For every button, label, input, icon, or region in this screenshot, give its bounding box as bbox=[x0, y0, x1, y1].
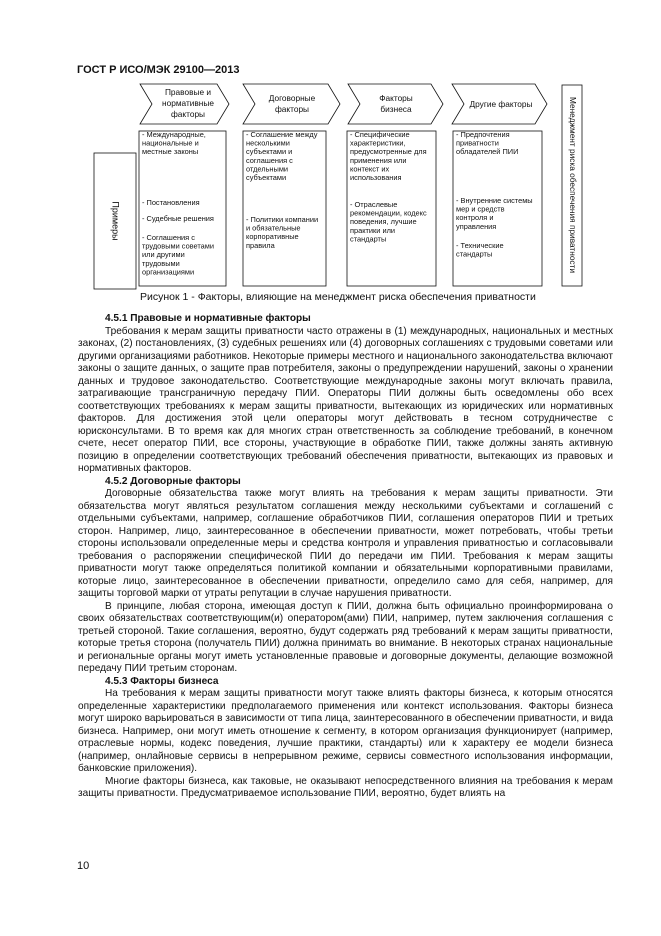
document-header: ГОСТ Р ИСО/МЭК 29100—2013 bbox=[77, 64, 240, 76]
example-line: - Судебные решения bbox=[142, 214, 214, 223]
factor-label-other-line-1: Другие факторы bbox=[469, 99, 533, 109]
privacy-risk-management-label: Менеджмент риска обеспечения приватности bbox=[567, 96, 578, 274]
example-line: - Специфические bbox=[350, 130, 410, 139]
factor-label-legal-line-3: факторы bbox=[170, 109, 206, 119]
example-line: контроля и bbox=[456, 213, 494, 223]
example-line: - Международные, bbox=[142, 130, 206, 139]
example-line: - Предпочтения bbox=[456, 130, 510, 139]
example-line: организациями bbox=[142, 267, 195, 277]
privacy-factors-figure bbox=[0, 0, 661, 300]
factor-arrow-business bbox=[348, 84, 443, 124]
factor-label-contract-line-2: факторы bbox=[274, 104, 310, 114]
example-line: характеристики, bbox=[350, 138, 406, 148]
example-line: - Соглашения с bbox=[142, 233, 195, 242]
section-4-5-3-paragraph-1: На требования к мерам защиты приватности могут также влиять факторы бизнеса, к которым относятся определенные характеристики предполагаемого применения или контекст использования. Факторы бизнеса могут широко варьироваться в зависимости от типа лица, заинтересованного в обеспечении приватности, и вида бизнеса. Например, они могут иметь отношение к сегменту, в котором организация функционирует (например, отраслевые нормы, кодекс поведения, лучшие практики, стандарты) или к характеру ее модели бизнеса (например, онлайновые сервисы в непрерывном режиме, сервисы совместного использования информации, банковские приложения). bbox=[78, 688, 613, 774]
figure-caption: Рисунок 1 - Факторы, влияющие на менеджмент риска обеспечения приватности bbox=[140, 291, 536, 303]
section-4-5-3-paragraph-2: Многие факторы бизнеса, как таковые, не оказывают непосредственного влияния на требования к мерам защиты приватности. Предусматриваемое использование ПИИ, вероятно, будет влиять на bbox=[78, 775, 613, 799]
example-line: - Внутренние системы bbox=[456, 196, 533, 205]
example-line: - Технические bbox=[456, 241, 504, 250]
section-4-5-1-paragraph-1: Требования к мерам защиты приватности часто отражены в (1) международных, национальных и местных законах, (2) постановлениях, (3) судебных решениях или (4) договорных соглашениях с трудовыми советами или другими организациями работников. Некоторые примеры местного и национального законодательства включают законы о защите данных, о защите прав потребителя, законы о предупреждении нарушений, законы о хранении данных и трудовое законодательство. Соответствующие международные законы могут включать правила, затрагивающие трансграничную передачу ПИИ. Операторы ПИИ должны быть осведомлены обо всех соответствующих требованиях к мерам защиты приватности, вытекающих из юридических или нормативных факторов. Для достижения этой цели операторы могут действовать в тесном сотрудничестве с юрисконсультами. В то время как для многих стран ответственность за соблюдение требований, в конечном счете, несет оператор ПИИ, все стороны, участвующие в обработке ПИИ, также должны занять активную позицию в определении соответствующих требований обеспечения приватности, вытекающих из правовых и нормативных факторов. bbox=[78, 325, 613, 474]
example-line: правила bbox=[246, 240, 275, 250]
example-line: национальные и bbox=[142, 138, 199, 148]
example-line: субъектами и bbox=[246, 147, 293, 157]
example-line: применения или bbox=[350, 155, 407, 165]
example-line: и обязательные bbox=[246, 223, 301, 233]
example-line: использования bbox=[350, 173, 402, 182]
example-line: управления bbox=[456, 221, 497, 231]
example-line: трудовыми советами bbox=[142, 241, 215, 251]
example-line: трудовыми bbox=[142, 258, 180, 268]
factor-arrow-legal bbox=[140, 84, 229, 124]
example-line: приватности bbox=[456, 138, 499, 148]
body-text bbox=[78, 313, 613, 801]
example-line: стандарты bbox=[350, 234, 387, 244]
example-line: поведения, лучшие bbox=[350, 217, 417, 227]
example-line: практики или bbox=[350, 225, 396, 235]
examples-label: Примеры bbox=[110, 201, 121, 241]
section-4-5-2-paragraph-1: Договорные обязательства также могут влиять на требования к мерам защиты приватности. Эти обязательства могут являться результатом соглашения между несколькими субъектами и соглашений с отдельными субъектами, например, соглашение обработчиков ПИИ, соглашения операторов ПИИ и третьих сторон. Например, лицо, заинтересованное в обеспечении приватности, может потребовать, чтобы третьи стороны использовали определенные меры и средства контроля и управления приватностью и согласовывали требования о распоряжении специфической ПИИ до передачи им ПИИ. Требования к мерам защиты приватности могут также определяться политикой компании и обязательными корпоративными правилами, которые лицо, заинтересованное в обеспечении приватности, определило само для себя, например, для защиты торговой марки от утраты репутации в случае нарушения приватности. bbox=[78, 488, 613, 599]
factor-arrow-other bbox=[452, 84, 547, 124]
section-heading-4-5-3: 4.5.3 Факторы бизнеса bbox=[105, 675, 219, 687]
example-line: соглашения с bbox=[246, 155, 293, 165]
example-line: мер и средств bbox=[456, 204, 505, 214]
example-line: местные законы bbox=[142, 147, 199, 157]
factor-label-legal-line-2: нормативные bbox=[162, 98, 214, 108]
example-line: субъектами bbox=[246, 173, 287, 182]
page-number: 10 bbox=[77, 860, 90, 872]
example-line: корпоративные bbox=[246, 232, 299, 242]
example-line: или другими bbox=[142, 250, 185, 260]
factor-arrow-contract bbox=[243, 84, 340, 124]
example-line: отдельными bbox=[246, 164, 289, 174]
example-line: - Политики компании bbox=[246, 215, 319, 224]
example-line: рекомендации, кодекс bbox=[350, 208, 427, 218]
example-line: - Отраслевые bbox=[350, 200, 398, 209]
example-line: контекст их bbox=[350, 164, 390, 174]
factor-label-business-line-2: бизнеса bbox=[380, 104, 412, 114]
section-heading-4-5-2: 4.5.2 Договорные факторы bbox=[105, 475, 241, 487]
section-heading-4-5-1: 4.5.1 Правовые и нормативные факторы bbox=[105, 313, 311, 324]
section-4-5-2-paragraph-2: В принципе, любая сторона, имеющая доступ к ПИИ, должна быть официально проинформирована о своих обязательствах соответствующим(и) оператором(ами) ПИИ, например, путем заключения соглашения с третьей стороной. Такие соглашения, вероятно, будут содержать ряд требований к мерам защиты приватности, которые третья сторона (получатель ПИИ) должна принимать во внимание. В некоторых странах национальные и региональные органы могут иметь установленные правовые и договорные документы, делающие возможной передачу ПИИ третьим сторонам. bbox=[78, 600, 613, 674]
example-line: предусмотренные для bbox=[350, 147, 427, 157]
factor-label-contract-line-1: Договорные bbox=[268, 93, 316, 103]
example-line: - Соглашение между bbox=[246, 130, 318, 139]
factor-label-business-line-1: Факторы bbox=[379, 93, 413, 103]
factor-label-legal-line-1: Правовые и bbox=[164, 87, 212, 97]
example-line: несколькими bbox=[246, 138, 290, 148]
example-line: - Постановления bbox=[142, 198, 200, 207]
example-line: обладателей ПИИ bbox=[456, 147, 519, 157]
example-line: стандарты bbox=[456, 249, 493, 259]
